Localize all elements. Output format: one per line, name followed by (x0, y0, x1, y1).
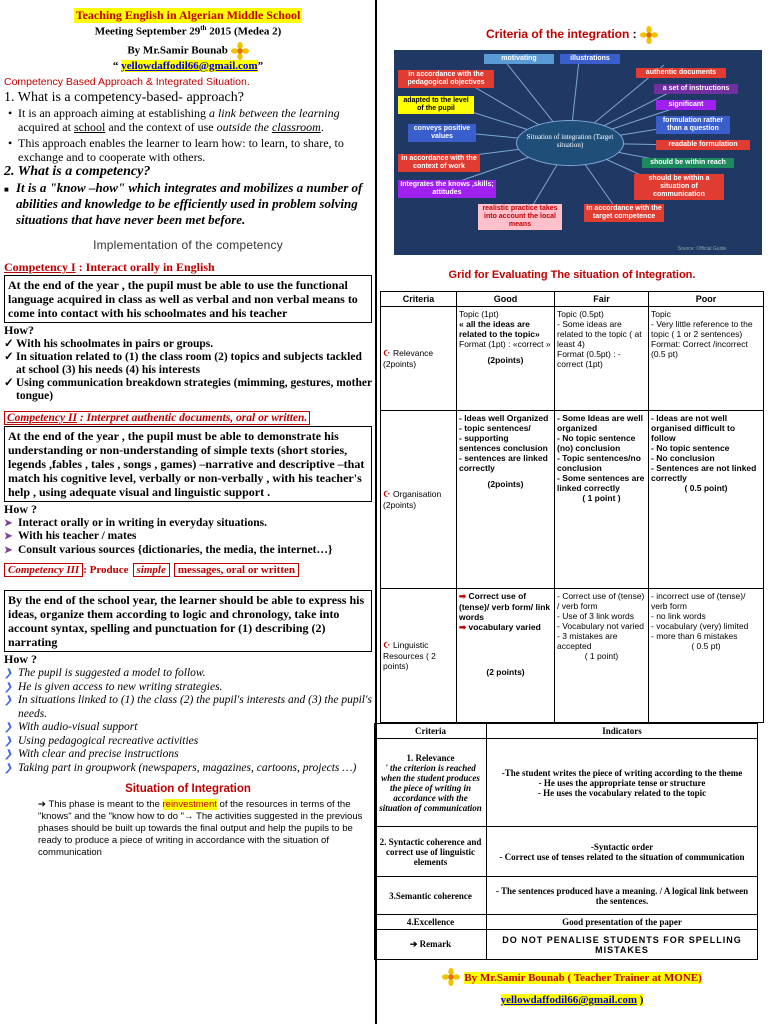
indicators-criteria (375, 739, 487, 827)
situation-text (4, 799, 372, 859)
competency-3-simple: simple (133, 563, 170, 577)
competency-1-item: ✓ Using communication breakdown strategies (mimming, gestures, mother tongue) (4, 377, 372, 403)
competency-3-item: ❯ Taking part in groupwork (newspapers, magazines, cartoons, projects …) (4, 762, 372, 776)
grid-cell (649, 307, 764, 411)
email-line: “ yellowdaffodil66@gmail.com” (112, 59, 264, 72)
competency-definition: ■ It is a "know –how" which integrates and mobilizes a number of abilities and knowledge to be efficiently used in problem solving situations that have never been met before. (4, 180, 372, 228)
grid-header: Criteria (381, 292, 457, 307)
implementation-title: Implementation of the competency (93, 237, 283, 252)
indicators-header: Indicators (487, 724, 758, 739)
grid-cell (555, 307, 649, 411)
grid-text: Format (1pt) : «correct » (459, 339, 551, 349)
grid-row (381, 589, 764, 723)
competency-1-item: ✓ In situation related to (1) the class room (2) topics and subjects tackled at school (3) his needs (4) his interests (4, 351, 372, 377)
competency-3-item: ❯ He is given access to new writing strategies. (4, 681, 372, 695)
situation-title: Situation of Integration (125, 783, 251, 796)
grid-text: - incorrect use of (tense)/ verb form (651, 591, 746, 611)
grid-text-value: vocabulary varied (468, 622, 541, 632)
evaluation-grid (380, 291, 764, 723)
grid-text: « all the ideas are related to the topic» (459, 319, 540, 339)
competency-2-title: : Interpret authentic documents, oral or written. (76, 411, 308, 424)
grid-criteria (381, 589, 457, 723)
question-1 (4, 90, 372, 106)
competency-3-item: ❯ The pupil is suggested a model to follow. (4, 667, 372, 681)
situation-text-a: This phase is meant to the (48, 799, 163, 811)
indicators-row (375, 877, 758, 915)
q1-bullet-2: • This approach enables the learner to learn how: to learn, to share, to exchange and to cooperate with others. (4, 136, 372, 164)
grid-header: Fair (555, 292, 649, 307)
diagram-node: should be within reach (642, 158, 734, 168)
diagram-node: in accordance with the pedagogical objectives (398, 70, 494, 88)
grid-text: - sentences are linked correctly (459, 453, 548, 473)
grid-criteria-text: Organisation (2points) (383, 489, 442, 510)
grid-header: Poor (649, 292, 764, 307)
grid-cell (649, 589, 764, 723)
footer-email-link[interactable]: yellowdaffodil66@gmail.com (500, 994, 637, 1007)
competency-3-label: Competency III (4, 563, 83, 577)
grid-text: - Ideas well Organized (459, 413, 549, 423)
footer (380, 968, 764, 1008)
grid-text: - topic sentences/ (459, 423, 531, 433)
competency-3-verb: : Produce (83, 564, 129, 577)
diagram-node: a set of instructions (654, 84, 738, 94)
grid-text: - Use of 3 link words (557, 611, 634, 621)
competency-3-rest: messages, oral or written (174, 563, 299, 577)
grid-cell (555, 589, 649, 723)
grid-text (459, 591, 552, 622)
grid-cell (457, 411, 555, 589)
competency-3-item: ❯ Using pedagogical recreative activities (4, 735, 372, 749)
grid-header: Good (457, 292, 555, 307)
grid-text: Format (0.5pt) : -correct (1pt) (557, 349, 621, 369)
document-title: Teaching English in Algerian Middle School (75, 8, 301, 22)
grid-text: - Sentences are not linked correctly (651, 463, 757, 483)
competency-3-item: ❯ With clear and precise instructions (4, 748, 372, 762)
grid-text: - more than 6 mistakes (651, 631, 738, 641)
indicators-criteria: 3.Semantic coherence (375, 877, 487, 915)
competency-2-item: ➤ Interact orally or in writing in everyday situations. (4, 517, 372, 531)
indicators-row (375, 827, 758, 877)
diagram-credit: Source: Official Guide (677, 246, 727, 252)
situation-text-b: of the resources in terms of the "knows" and the "know how to do "→ The activities suggested in the previous phases should be built up towards the final output and help the pupils to be ready to produce a piece of writing in accordance with the situation of communication (38, 799, 363, 859)
competency-1-how: How? (4, 322, 34, 337)
grid-text: - vocabulary (very) limited (651, 621, 749, 631)
arrow-icon: ➡ (459, 591, 469, 601)
footer-author: By Mr.Samir Bounab ( Teacher Trainer at MONE) (464, 972, 702, 984)
competency-3-item: ❯ With audio-visual support (4, 721, 372, 735)
diagram-node: illustrations (560, 54, 620, 64)
indicators-table (374, 723, 758, 960)
grid-text-value: Correct use of (tense)/ verb form/ link words (459, 591, 551, 622)
indicators-value: - The sentences produced have a meaning. / A logical link between the sentences. (487, 877, 758, 915)
situation-highlight: reinvestment (162, 799, 217, 811)
competency-2-item: ➤ Consult various sources {dictionaries, the media, the internet…} (4, 544, 372, 558)
grid-text: - supporting sentences conclusion (459, 433, 548, 453)
grid-row (381, 411, 764, 589)
indicators-header: Criteria (375, 724, 487, 739)
grid-header-row (381, 292, 764, 307)
marker-icon: ☪ (383, 489, 393, 499)
competency-2-item: ➤ With his teacher / mates (4, 530, 372, 544)
indicators-value: Good presentation of the paper (487, 915, 758, 930)
indicators-criteria: 4.Excellence (375, 915, 487, 930)
grid-text: ( 0.5 pt) (691, 641, 721, 651)
diagram-node: Integrates the knows ,skills; attitudes (398, 180, 496, 198)
grid-text: - No topic sentence (651, 443, 730, 453)
diagram-node: in accordance with the context of work (398, 154, 480, 172)
grid-text: - Topic sentences/no conclusion (557, 453, 641, 473)
competency-1-heading: Competency I : Interact orally in English (4, 259, 215, 274)
header-block (4, 6, 372, 72)
grid-text: - Vocabulary not varied (557, 621, 644, 631)
grid-text: - no link words (651, 611, 706, 621)
right-column (380, 6, 764, 1008)
meeting-date: Meeting September 29th 2015 (Medea 2) (94, 24, 282, 38)
marker-icon: ☪ (383, 640, 393, 650)
indicators-criteria-head: 1. Relevance (406, 752, 455, 763)
grid-text: Topic (1pt) (459, 309, 499, 319)
diagram-center: Situation of integration (Target situation) (516, 120, 624, 166)
competency-2-box: At the end of the year , the pupil must be able to demonstrate his understanding or non-understanding of simple texts (short stories, legends ,fables , tales , songs , games) –narrative and descriptive –that match his cognitive level, verbally or non-verbally , with his teacher's help , using adequate visual and linguistic support . (4, 426, 372, 502)
indicators-row (375, 739, 758, 827)
grid-text: - Very little reference to the topic ( 1 or 2 sentences) (651, 319, 753, 339)
grid-text: - No conclusion (651, 453, 715, 463)
arrow-icon: ➡ (459, 622, 469, 632)
grid-text: - Some sentences are linked correctly (557, 473, 645, 493)
grid-text: - Correct use of (tense) / verb form (557, 591, 645, 611)
indicators-criteria: ➔ Remark (375, 930, 487, 960)
indicators-value: -The student writes the piece of writing according to the theme - He uses the appropriate tense or structure - He uses the vocabulary related to the topic (487, 739, 758, 827)
diagram-node: significant (656, 100, 716, 110)
footer-email-paren: ) (637, 994, 644, 1007)
diagram-node: motivating (484, 54, 554, 64)
grid-cell (649, 411, 764, 589)
grid-text: ( 1 point ) (582, 493, 621, 503)
diagram-node: adapted to the level of the pupil (398, 96, 474, 114)
left-column (4, 6, 372, 859)
question-2: 2. What is a competency? (4, 163, 151, 179)
criteria-title (380, 26, 764, 44)
grid-text: Format: Correct /incorrect (0.5 pt) (651, 339, 748, 359)
diagram-node: should be within a situation of communication (634, 174, 724, 200)
grid-criteria (381, 411, 457, 589)
indicators-header-row (375, 724, 758, 739)
grid-criteria-text: Linguistic Resources ( 2 points) (383, 640, 436, 671)
criteria-title-suffix: : (629, 27, 637, 42)
diagram-node: authentic documents (636, 68, 726, 78)
competency-3-how: How ? (4, 652, 37, 667)
diagram-node: realistic practice takes into account the local means (478, 204, 562, 230)
grid-text: - 3 mistakes are accepted (557, 631, 618, 651)
competency-2-heading (4, 411, 310, 425)
daffodil-icon (442, 968, 460, 986)
competency-2-how: How ? (4, 501, 37, 516)
competency-3-heading-row (4, 560, 372, 578)
indicators-criteria-sub: ' the criterion is reached when the student produces the piece of writing in accordance with the situation of communication (379, 762, 482, 813)
grid-cell (457, 307, 555, 411)
criteria-title-text: Criteria of the integration (485, 27, 630, 42)
grid-row (381, 307, 764, 411)
daffodil-icon (640, 26, 658, 44)
grid-text: - No topic sentence (no) conclusion (557, 433, 636, 453)
competency-3-box: By the end of the school year, the learner should be able to express his ideas, organize them according to logic and chronology, take into account syntax, spelling and punctuation for (1) describing (2) narrating (4, 590, 372, 652)
grid-text: ( 1 point) (584, 651, 619, 661)
competency-2-label: Competency II (7, 411, 77, 424)
marker-icon: ☪ (383, 348, 393, 358)
arrow-icon: ➔ (38, 799, 49, 811)
q1-bullet-1: • It is an approach aiming at establishing a link between the learning acquired at school and the context of use outside the classroom. (4, 106, 372, 134)
grid-text: - Some Ideas are well organized (557, 413, 643, 433)
daffodil-icon (231, 42, 249, 60)
grid-text: (2 points) (486, 667, 525, 677)
indicators-row (375, 930, 758, 960)
indicators-criteria: 2. Syntactic coherence and correct use of linguistic elements (375, 827, 487, 877)
grid-cell (555, 411, 649, 589)
cba-heading: Competency Based Approach & Integrated Situation. (4, 75, 250, 88)
grid-text: (2points) (487, 355, 524, 365)
grid-text: (2points) (487, 479, 524, 489)
indicators-value: -Syntactic order - Correct use of tenses related to the situation of communication (487, 827, 758, 877)
diagram-node: readable formulation (656, 140, 750, 150)
grid-text: - Ideas are not well organised difficult to follow (651, 413, 736, 443)
indicators-value: DO NOT PENALISE STUDENTS FOR SPELLING MISTAKES (487, 930, 758, 960)
diagram-node: conveys positive values (408, 124, 476, 142)
grid-text: - Some ideas are related to the topic ( at least 4) (557, 319, 642, 349)
grid-title: Grid for Evaluating The situation of Integration. (448, 269, 696, 281)
grid-criteria-text: Relevance (2points) (383, 348, 434, 369)
competency-1-item: ✓ With his schoolmates in pairs or groups. (4, 338, 372, 351)
competency-3-item: ❯ In situations linked to (1) the class (2) the pupil's interests and (3) the pupil's needs. (4, 694, 372, 721)
question-1-text: 1. What is a competency-based- approach? (4, 89, 244, 105)
footer-email-row (380, 990, 764, 1008)
grid-text (459, 622, 552, 633)
author-name: By Mr.Samir Bounab (127, 44, 228, 57)
competency-1-box: At the end of the year , the pupil must be able to use the functional language acquired in class as well as verbal and non verbal means to come into contact with his schoolmates and his teacher (4, 275, 372, 323)
grid-criteria (381, 307, 457, 411)
grid-text: Topic (651, 309, 671, 319)
author-line (4, 42, 372, 60)
grid-text: ( 0.5 point) (684, 483, 728, 493)
author-email-link[interactable]: yellowdaffodil66@gmail.com (121, 59, 258, 72)
grid-cell (457, 589, 555, 723)
grid-text: Topic (0.5pt) (557, 309, 604, 319)
diagram-node: in accordance with the target competence (584, 204, 664, 222)
integration-diagram (394, 50, 762, 255)
indicators-row (375, 915, 758, 930)
diagram-node: formulation rather than a question (656, 116, 730, 134)
